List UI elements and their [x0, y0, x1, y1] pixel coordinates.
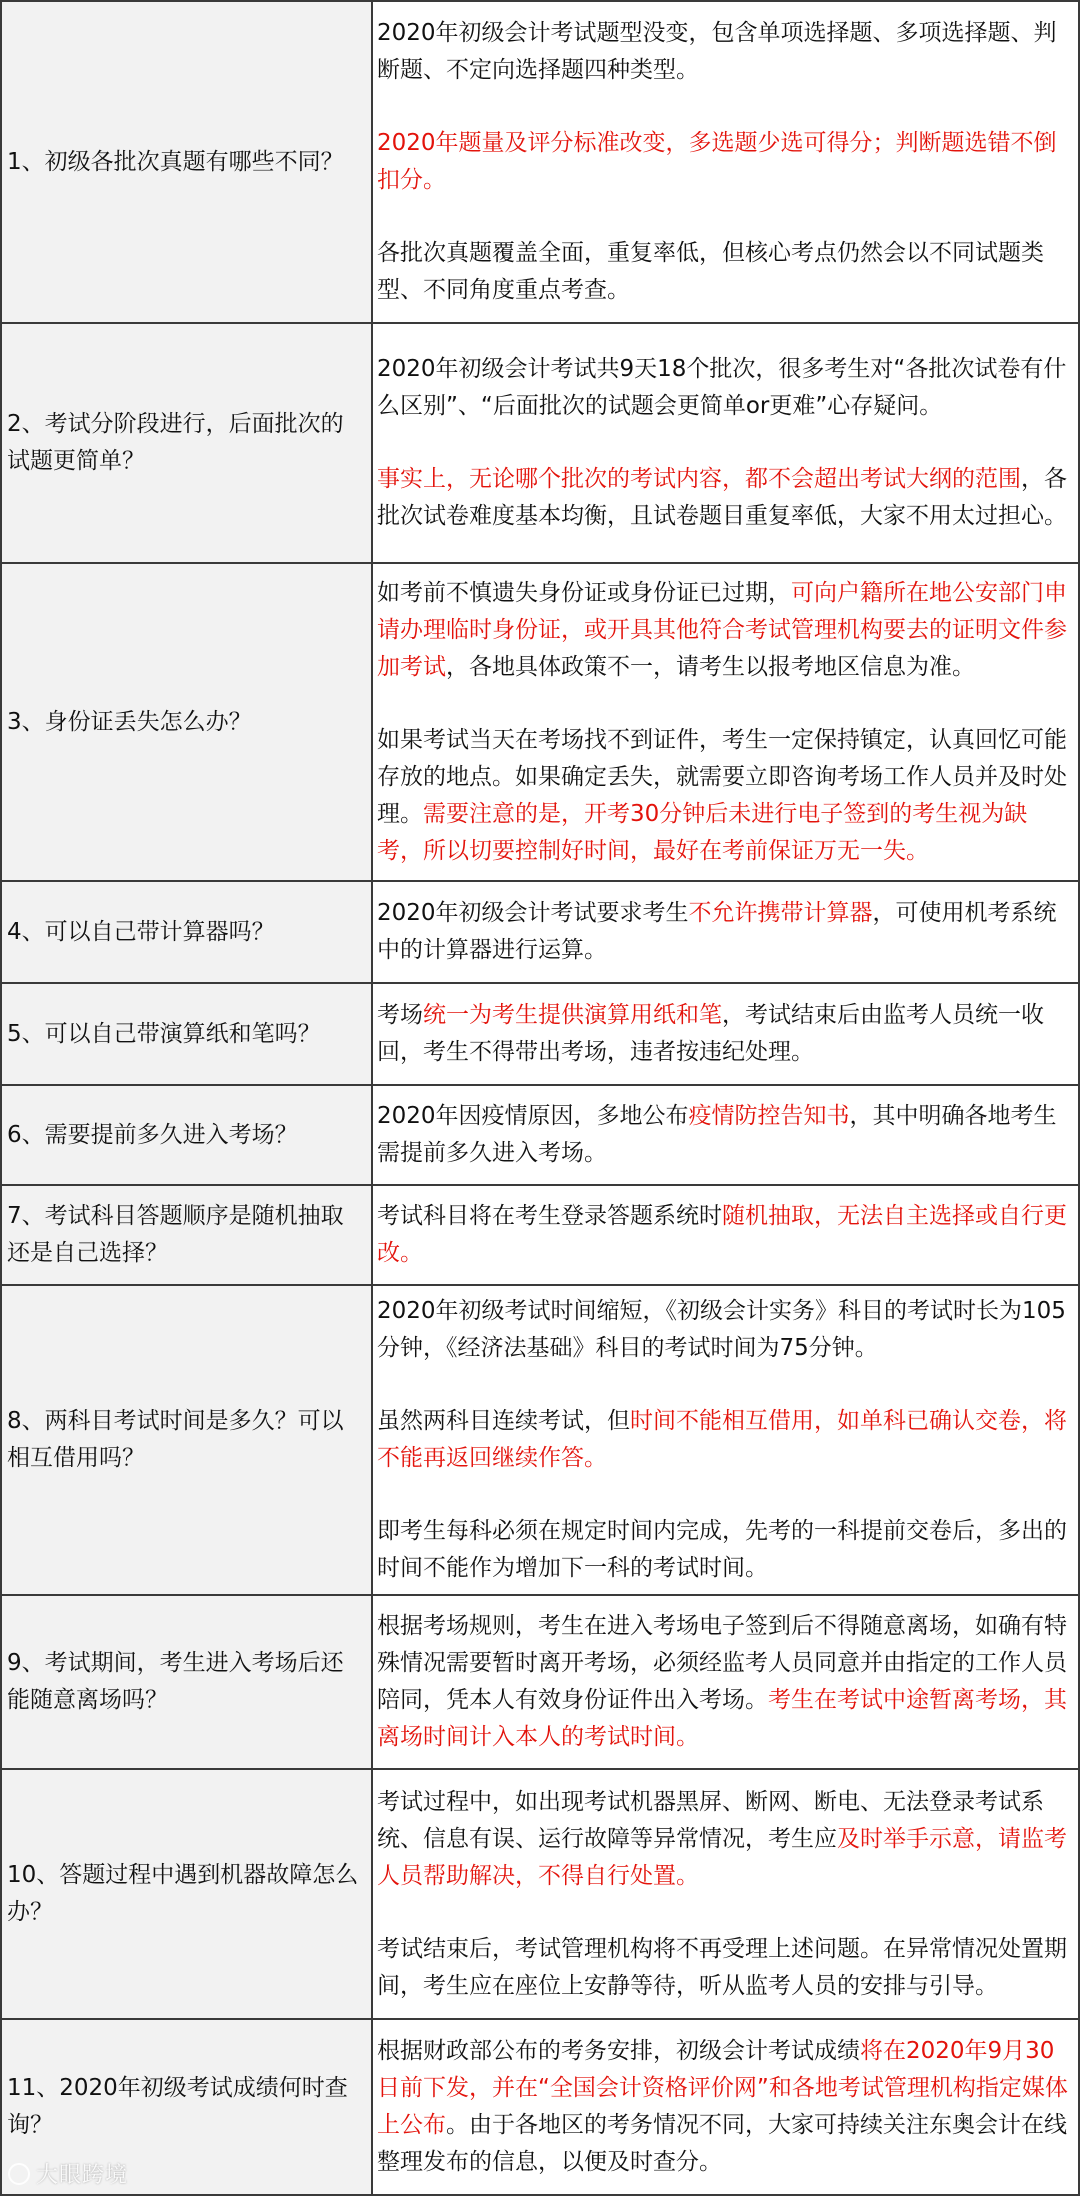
answer-text: 考试科目将在考生登录答题系统时	[377, 1203, 722, 1229]
faq-row	[1, 1085, 1079, 1185]
answer-text: 根据考场规则，考生在进入考场电子签到后不得随意离场，如确有特殊情况需要暂时离开考场，必须经监考人员同意并由指定的工作人员陪同，凭本人有效身份证件出入考场。	[377, 1613, 1067, 1713]
answer-paragraph	[377, 1293, 1068, 1367]
faq-body	[1, 1, 1079, 2195]
highlighted-text: 及时举手示意，请监考人员帮助解决，不得自行处置。	[377, 1825, 1067, 1889]
question-cell: 4、可以自己带计算器吗？	[1, 881, 372, 983]
answer-text: 如考前不慎遗失身份证或身份证已过期，	[377, 579, 791, 606]
question-cell: 11、2020年初级考试成绩何时查询？	[1, 2019, 372, 2195]
answer-cell	[372, 323, 1079, 563]
answer-paragraph	[377, 1931, 1068, 2005]
answer-text: 2020年初级考试时间缩短，《初级会计实务》科目的考试时长为105分钟，《经济法基础》科目的考试时间为75分钟。	[377, 1298, 1066, 1361]
faq-row	[1, 323, 1079, 563]
question-cell: 10、答题过程中遇到机器故障怎么办？	[1, 1769, 372, 2019]
answer-paragraph	[377, 997, 1068, 1071]
faq-row	[1, 1769, 1079, 2019]
answer-text: 根据财政部公布的考务安排，初级会计考试成绩	[377, 2038, 860, 2064]
question-cell: 9、考试期间，考生进入考场后还能随意离场吗？	[1, 1595, 372, 1769]
answer-paragraph	[377, 1098, 1068, 1172]
answer-paragraph	[377, 575, 1068, 686]
faq-row	[1, 563, 1079, 881]
answer-text: 考场	[377, 1002, 423, 1028]
question-cell: 2、考试分阶段进行，后面批次的试题更简单？	[1, 323, 372, 563]
answer-text: 考试过程中，如出现考试机器黑屏、断网、断电、无法登录考试系统、信息有误、运行故障等异常情况，考生应	[377, 1788, 1044, 1852]
answer-paragraph	[377, 1403, 1068, 1477]
highlighted-text: 不允许携带计算器	[688, 900, 873, 926]
answer-text: ，各地具体政策不一，请考生以报考地区信息为准。	[446, 653, 975, 680]
watermark	[8, 2158, 128, 2189]
answer-paragraph	[377, 895, 1068, 969]
answer-text: ，各批次试卷难度基本均衡，且试卷题目重复率低，大家不用太过担心。	[377, 466, 1067, 529]
answer-cell	[372, 2019, 1079, 2195]
faq-row	[1, 1595, 1079, 1769]
highlighted-text: 2020年题量及评分标准改变，多选题少选可得分；判断题选错不倒扣分。	[377, 130, 1057, 193]
answer-paragraph	[377, 1784, 1068, 1895]
highlighted-text: 疫情防控告知书	[688, 1103, 850, 1129]
highlighted-text: 随机抽取，无法自主选择或自行更改。	[377, 1203, 1067, 1266]
answer-paragraph	[377, 15, 1068, 89]
answer-text: ，其中明确各地考生需提前多久进入考场。	[377, 1103, 1057, 1166]
answer-paragraph	[377, 1608, 1068, 1756]
watermark-text: 大眼跨境	[36, 2163, 129, 2188]
question-cell: 6、需要提前多久进入考场？	[1, 1085, 372, 1185]
answer-cell	[372, 881, 1079, 983]
answer-text: 2020年初级会计考试共9天18个批次，很多考生对“各批次试卷有什么区别”、“后面批次的试题会更简单or更难”心存疑问。	[377, 356, 1067, 419]
answer-text: ，可使用机考系统中的计算器进行运算。	[377, 900, 1057, 963]
question-cell: 5、可以自己带演算纸和笔吗？	[1, 983, 372, 1085]
answer-cell	[372, 1769, 1079, 2019]
answer-text: 2020年因疫情原因，多地公布	[377, 1103, 689, 1129]
faq-row	[1, 2019, 1079, 2195]
answer-cell	[372, 1085, 1079, 1185]
answer-text: 2020年初级会计考试要求考生	[377, 900, 689, 926]
answer-paragraph	[377, 351, 1068, 425]
answer-cell	[372, 983, 1079, 1085]
highlighted-text: 考生在考试中途暂离考场，其离场时间计入本人的考试时间。	[377, 1687, 1067, 1750]
highlighted-text: 需要注意的是，开考30分钟后未进行电子签到的考生视为缺考，所以切要控制好时间，最好在考前保证万无一失。	[377, 800, 1028, 864]
answer-text: 即考生每科必须在规定时间内完成，先考的一科提前交卷后，多出的时间不能作为增加下一科的考试时间。	[377, 1518, 1067, 1581]
answer-paragraph	[377, 235, 1068, 309]
answer-text: ，考试结束后由监考人员统一收回，考生不得带出考场，违者按违纪处理。	[377, 1002, 1044, 1065]
answer-paragraph	[377, 1198, 1068, 1272]
faq-row	[1, 983, 1079, 1085]
answer-cell	[372, 1185, 1079, 1285]
highlighted-text: 可向户籍所在地公安部门申请办理临时身份证，或开具其他符合考试管理机构要去的证明文件参加考试	[377, 579, 1067, 680]
answer-text: 考试结束后，考试管理机构将不再受理上述问题。在异常情况处置期间，考生应在座位上安静等待，听从监考人员的安排与引导。	[377, 1935, 1067, 1999]
answer-text: 各批次真题覆盖全面，重复率低，但核心考点仍然会以不同试题类型、不同角度重点考查。	[377, 240, 1044, 303]
question-cell: 1、初级各批次真题有哪些不同？	[1, 1, 372, 323]
answer-paragraph	[377, 722, 1068, 870]
answer-paragraph	[377, 2033, 1068, 2181]
answer-text: 虽然两科目连续考试，但	[377, 1408, 630, 1434]
answer-cell	[372, 1595, 1079, 1769]
highlighted-text: 统一为考生提供演算用纸和笔	[423, 1002, 722, 1028]
answer-cell	[372, 563, 1079, 881]
highlighted-text: 将在2020年9月30日前下发，并在“全国会计资格评价网”和各地考试管理机构指定媒体上公布	[377, 2038, 1068, 2138]
faq-row	[1, 1185, 1079, 1285]
answer-paragraph	[377, 461, 1068, 535]
faq-row	[1, 1, 1079, 323]
answer-cell	[372, 1285, 1079, 1595]
question-cell: 3、身份证丢失怎么办？	[1, 563, 372, 881]
answer-text: 如果考试当天在考场找不到证件，考生一定保持镇定，认真回忆可能存放的地点。如果确定丢失，就需要立即咨询考场工作人员并及时处理。	[377, 726, 1067, 827]
answer-cell	[372, 1, 1079, 323]
highlighted-text: 时间不能相互借用，如单科已确认交卷，将不能再返回继续作答。	[377, 1408, 1067, 1471]
faq-row	[1, 881, 1079, 983]
watermark-logo-icon	[8, 2163, 30, 2185]
answer-text: 2020年初级会计考试题型没变，包含单项选择题、多项选择题、判断题、不定向选择题四种类型。	[377, 20, 1057, 83]
answer-paragraph	[377, 125, 1068, 199]
answer-paragraph	[377, 1513, 1068, 1587]
question-cell: 7、考试科目答题顺序是随机抽取还是自己选择？	[1, 1185, 372, 1285]
highlighted-text: 事实上，无论哪个批次的考试内容，都不会超出考试大纲的范围	[377, 466, 1021, 492]
question-cell: 8、两科目考试时间是多久？可以相互借用吗？	[1, 1285, 372, 1595]
faq-row	[1, 1285, 1079, 1595]
answer-text: 。由于各地区的考务情况不同，大家可持续关注东奥会计在线整理发布的信息，以便及时查分。	[377, 2112, 1067, 2175]
